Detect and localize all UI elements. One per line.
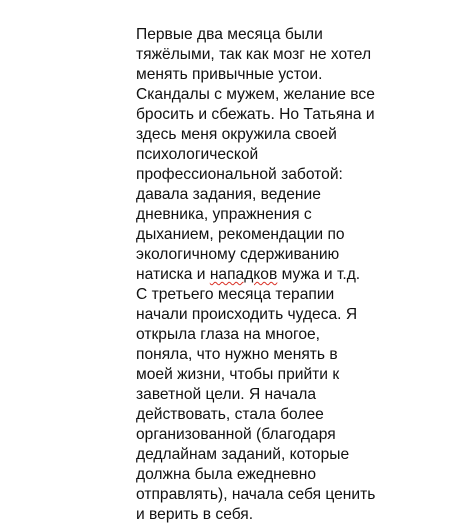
text-line: давала задания, ведение: [136, 186, 321, 203]
text-line: дневника, упражнения с: [136, 206, 312, 223]
text-line: начали происходить чудеса. Я: [136, 306, 358, 323]
body-text: [136, 25, 436, 525]
text-line: здесь меня окружила своей: [136, 126, 337, 143]
text-line: отправлять), начала себя ценить: [136, 486, 376, 503]
text-line: Первые два месяца были: [136, 26, 323, 43]
text-line: психологической: [136, 146, 259, 163]
text-line: действовать, стала более: [136, 406, 324, 423]
text-line: С третьего месяца терапии: [136, 286, 335, 303]
text-line: должна была ежедневно: [136, 466, 317, 483]
text-segment: мужа и т.д.: [277, 266, 361, 283]
text-line: тяжёлыми, так как мозг не хотел: [136, 46, 372, 63]
text-line: заветной цели. Я начала: [136, 386, 317, 403]
text-line: поняла, что нужно менять в: [136, 346, 338, 363]
text-line: и верить в себя.: [136, 506, 254, 523]
text-line: экологичному сдерживанию: [136, 246, 340, 263]
spellcheck-flagged-word[interactable]: нападков: [209, 266, 278, 283]
text-line: Скандалы с мужем, желание все: [136, 86, 375, 103]
text-line: дыханием, рекомендации по: [136, 226, 345, 243]
text-line: моей жизни, чтобы прийти к: [136, 366, 340, 383]
text-line-with-spellcheck: [136, 265, 436, 285]
text-line: менять привычные устои.: [136, 66, 323, 83]
text-line: открыла глаза на многое,: [136, 326, 321, 343]
text-line: организованной (благодаря: [136, 426, 336, 443]
text-line: профессиональной заботой:: [136, 166, 343, 183]
text-segment: натиска и: [136, 266, 210, 283]
text-line: дедлайнам заданий, которые: [136, 446, 350, 463]
text-line: бросить и сбежать. Но Татьяна и: [136, 106, 375, 123]
